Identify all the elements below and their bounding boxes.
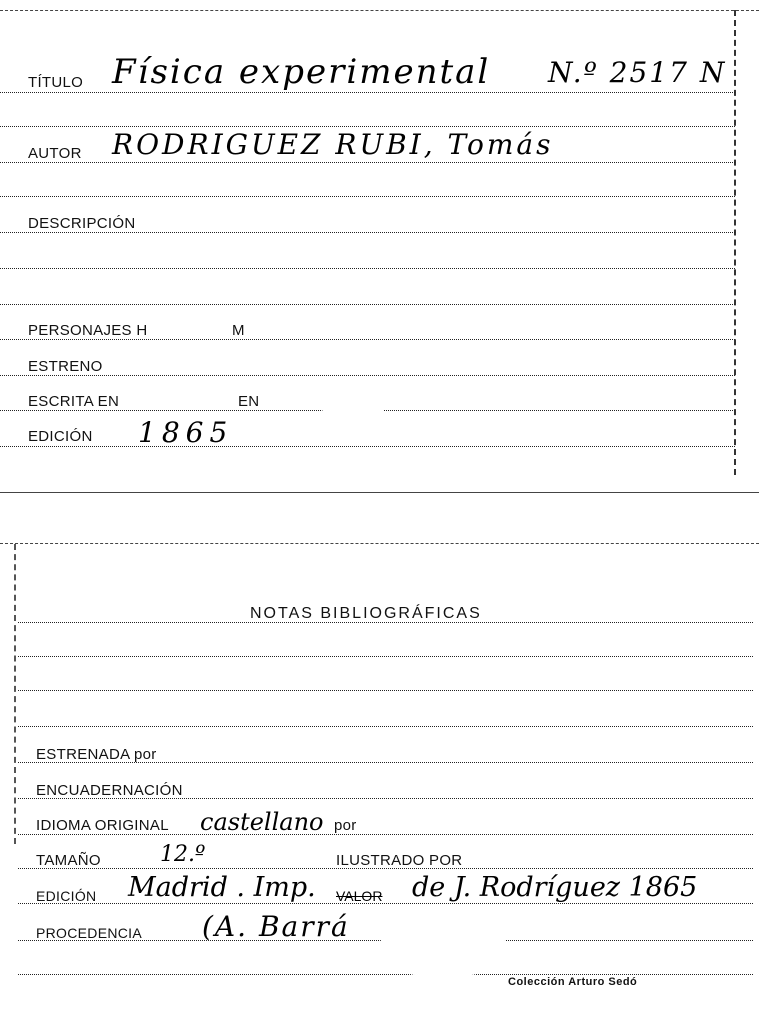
titulo-label: TÍTULO [28,74,84,91]
procedencia-label: PROCEDENCIA [36,925,142,941]
escrita-en-label: ESCRITA EN [28,393,120,410]
procedencia-value: (A. Barrá [202,910,350,943]
collection-stamp: Colección Arturo Sedó [508,976,638,988]
idioma-label: IDIOMA ORIGINAL [36,817,169,834]
autor-label: AUTOR [28,145,82,162]
rule [0,126,735,127]
erasure-mark [378,920,508,978]
edicion-label: EDICIÓN [28,428,93,445]
top-card-bottom-edge [0,492,759,493]
estreno-label: ESTRENO [28,358,103,375]
bottom-card-top-edge [0,543,759,544]
rule-estreno [0,375,735,376]
rule [18,656,753,657]
descripcion-label: DESCRIPCIÓN [28,215,136,232]
rule [18,690,753,691]
rule-edicion [18,903,753,904]
edicion-struck-word: VALOR [336,888,383,904]
rule [0,304,735,305]
personajes-h-label: PERSONAJES H [28,322,148,339]
rule-titulo [0,92,735,93]
escrita-en-2-label: EN [238,393,260,410]
idioma-value: castellano [200,808,324,836]
erasure-mark [322,392,384,424]
edicion-label: EDICIÓN [36,888,97,904]
rule [0,196,735,197]
bottom-catalog-card [0,540,759,1028]
rule-last [18,974,753,975]
personajes-m-label: M [232,322,245,339]
encuadernacion-label: ENCUADERNACIÓN [36,782,183,799]
bottom-card-left-edge [14,544,16,844]
tamano-value: 12.º [160,842,206,867]
notas-heading: NOTAS BIBLIOGRÁFICAS [250,605,482,622]
top-card-top-edge [0,10,759,11]
titulo-value: Física experimental [112,52,491,92]
rule [18,726,753,727]
estrenada-label: ESTRENADA por [36,746,157,763]
edicion-place-value: Madrid . Imp. [128,872,316,903]
autor-value: RODRIGUEZ RUBI, Tomás [112,128,554,161]
top-card-right-edge [734,10,736,475]
edicion-value: 1865 [138,416,234,449]
top-catalog-card [0,0,759,495]
catalog-number: N.º 2517 N [548,56,727,89]
rule-autor [0,162,735,163]
idioma-por-label: por [334,817,357,834]
tamano-label: TAMAÑO [36,852,101,869]
rule-edicion [0,446,735,447]
ilustrado-label: ILUSTRADO POR [336,852,463,869]
edicion-printer-value: de J. Rodríguez 1865 [412,872,698,903]
rule [0,268,735,269]
